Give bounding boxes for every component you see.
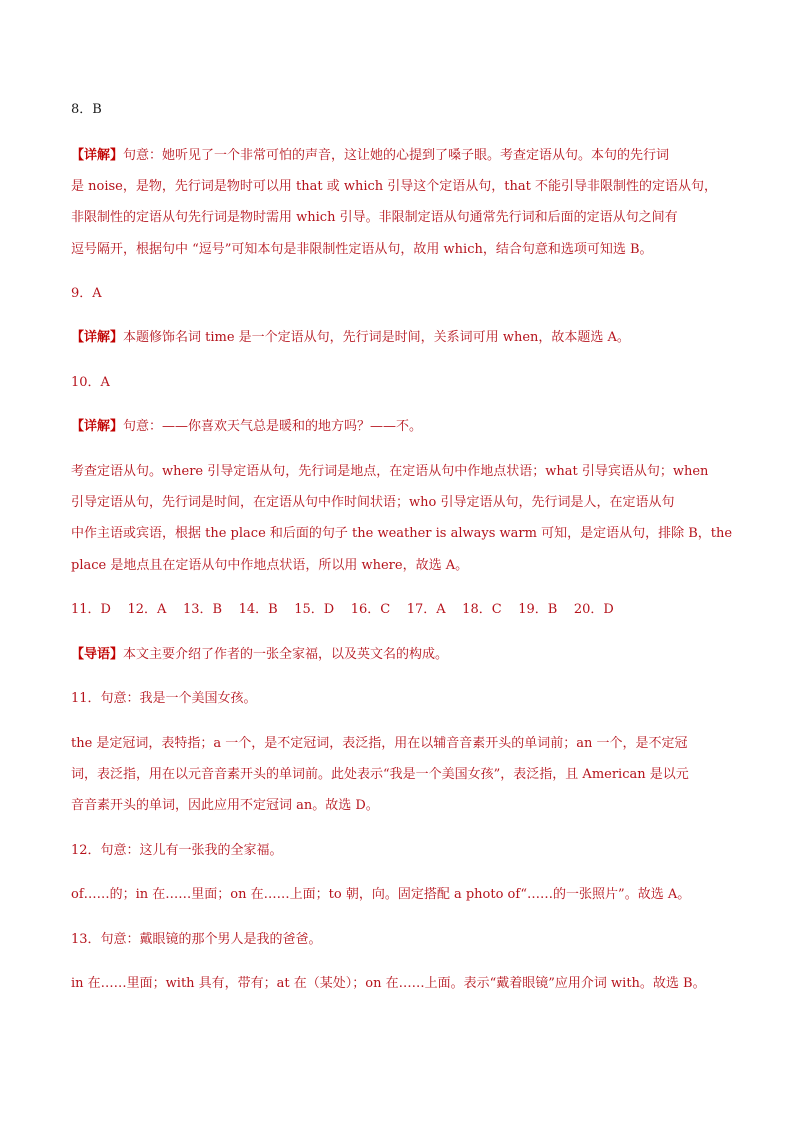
- explanation-11-line-1: the 是定冠词，表特指；a 一个，是不定冠词，表泛指，用在以辅音音素开头的单词前；an 一个，是不定冠: [71, 736, 688, 751]
- explanation-10-line-4: 中作主语或宾语，根据 the place 和后面的句子 the weather is always warm 可知，是定语从句，排除 B，the: [71, 526, 733, 541]
- explanation-8-line-2: 是 noise，是物，先行词是物时可以用 that 或 which 引导这个定语从句，that 不能引导非限制性的定语从句，: [71, 179, 717, 194]
- answer-8: 8．B: [71, 102, 102, 117]
- explanation-12-line-1: of……的；in 在……里面；on 在……上面；to 朝，向。固定搭配 a photo of“……的一张照片”。故选 A。: [71, 887, 691, 902]
- answer-10: 10．A: [71, 375, 110, 390]
- guide-tag: 【导语】: [71, 647, 124, 662]
- question-11-meaning: 11．句意：我是一个美国女孩。: [71, 691, 257, 706]
- explanation-8-line-1: 【详解】句意：她听见了一个非常可怕的声音，这让她的心提到了嗓子眼。考查定语从句。本句的先行词: [71, 148, 670, 163]
- explanation-11-line-3: 音音素开头的单词，因此应用不定冠词 an。故选 D。: [71, 798, 379, 813]
- explanation-10-line-5: place 是地点且在定语从句中作地点状语，所以用 where，故选 A。: [71, 558, 469, 573]
- explanation-10-line-3: 引导定语从句，先行词是时间，在定语从句中作时间状语；who 引导定语从句，先行词是人，在定语从句: [71, 495, 675, 510]
- explanation-8-line-4: 逗号隔开，根据句中 “逗号”可知本句是非限制性定语从句，故用 which，结合句意和选项可知选 B。: [71, 242, 653, 257]
- question-13-meaning: 13．句意：戴眼镜的那个男人是我的爸爸。: [71, 932, 322, 947]
- explanation-13-line-1: in 在……里面；with 具有，带有；at 在（某处）；on 在……上面。表示“戴着眼镜”应用介词 with。故选 B。: [71, 976, 706, 991]
- detail-tag: 【详解】: [71, 419, 124, 434]
- explanation-11-line-2: 词，表泛指，用在以元音音素开头的单词前。此处表示“我是一个美国女孩”，表泛指，且 American 是以元: [71, 767, 689, 782]
- explanation-8-line-3: 非限制性的定语从句先行词是物时需用 which 引导。非限制定语从句通常先行词和后面的定语从句之间有: [71, 210, 678, 225]
- detail-tag: 【详解】: [71, 330, 124, 345]
- question-12-meaning: 12．句意：这儿有一张我的全家福。: [71, 843, 283, 858]
- explanation-10-line-1: 【详解】句意：——你喜欢天气总是暖和的地方吗？——不。: [71, 419, 423, 434]
- explanation-10-line-2: 考查定语从句。where 引导定语从句，先行词是地点，在定语从句中作地点状语；what 引导宾语从句；when: [71, 464, 709, 479]
- guide-paragraph: 【导语】本文主要介绍了作者的一张全家福，以及英文名的构成。: [71, 647, 449, 662]
- answers-11-20: 11．D 12．A 13．B 14．B 15．D 16．C 17．A 18．C 19．B 20．D: [71, 602, 614, 617]
- detail-tag: 【详解】: [71, 148, 124, 163]
- explanation-9-line-1: 【详解】本题修饰名词 time 是一个定语从句，先行词是时间，关系词可用 when，故本题选 A。: [71, 330, 630, 345]
- answer-9: 9．A: [71, 286, 102, 301]
